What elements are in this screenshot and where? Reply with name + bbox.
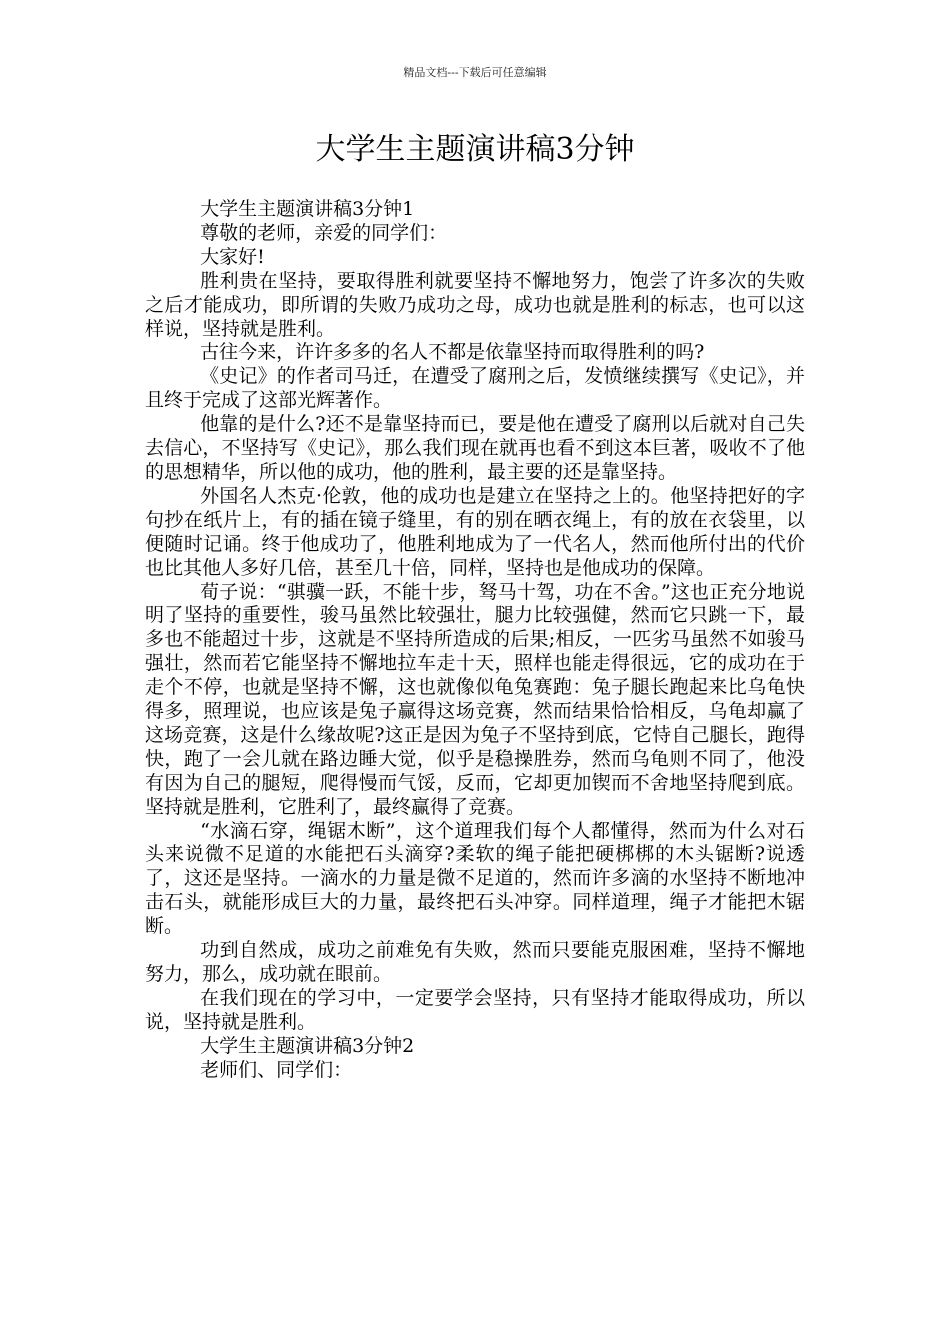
paragraph: 古往今来，许许多多的名人不都是依靠坚持而取得胜利的吗? [200, 341, 705, 364]
paragraph: 荀子说：“骐骥一跃，不能十步，驽马十驾，功在不舍。”这也正充分地说明了坚持的重要性，骏马虽然比较强壮，腿力比较强健，然而它只跳一下，最多也不能超过十步，这就是不坚持所造成的后果;相反，一匹劣马虽然不如骏马强壮，然而若它能坚持不懈地拉车走十天，照样也能走得很远，它的成功在于走个不停，也就是坚持不懈，这也就像似龟兔赛跑：兔子腿长跑起来比乌龟快得多，照理说，也应该是兔子赢得这场竞赛，然而结果恰恰相反，乌龟却赢了这场竞赛，这是什么缘故呢?这正是因为兔子不坚持到底，它恃自己腿长，跑得快，跑了一会儿就在路边睡大觉，似乎是稳操胜券，然而乌龟则不同了，他没有因为自己的腿短，爬得慢而气馁，反而，它却更加锲而不舍地坚持爬到底。坚持就是胜利，它胜利了，最终赢得了竞赛。 [145, 580, 805, 818]
paragraph-hello: 大家好! [200, 245, 265, 268]
paragraph: 功到自然成，成功之前难免有失败，然而只要能克服困难，坚持不懈地努力，那么，成功就在眼前。 [145, 939, 805, 985]
paragraph-greeting-2: 老师们、同学们： [200, 1058, 353, 1081]
document-title: 大学生主题演讲稿3分钟 [315, 132, 635, 167]
paragraph: 胜利贵在坚持，要取得胜利就要坚持不懈地努力，饱尝了许多次的失败之后才能成功，即所谓的失败乃成功之母，成功也就是胜利的标志，也可以这样说，坚持就是胜利。 [145, 269, 805, 340]
paragraph-greeting: 尊敬的老师，亲爱的同学们： [200, 221, 448, 244]
paragraph: 《史记》的作者司马迁，在遭受了腐刑之后，发愤继续撰写《史记》，并且终于完成了这部光辉著作。 [145, 365, 805, 412]
paragraph: 在我们现在的学习中，一定要学会坚持，只有坚持才能取得成功，所以说，坚持就是胜利。 [145, 986, 805, 1033]
page-header-note: 精品文档---下载后可任意编辑 [403, 66, 547, 79]
paragraph: 他靠的是什么?还不是靠坚持而已，要是他在遭受了腐刑以后就对自己失去信心，不坚持写《史记》，那么我们现在就再也看不到这本巨著，吸收不了他的思想精华，所以他的成功，他的胜利，最主要的还是靠坚持。 [145, 413, 805, 483]
paragraph: 外国名人杰克·伦敦，他的成功也是建立在坚持之上的。他坚持把好的字句抄在纸片上，有的插在镜子缝里，有的别在晒衣绳上，有的放在衣袋里，以便随时记诵。终于他成功了，他胜利地成为了一代名人，然而他所付出的代价也比其他人多好几倍，甚至几十倍，同样，坚持也是他成功的保障。 [145, 484, 805, 579]
document-body [145, 198, 805, 1083]
paragraph: “水滴石穿，绳锯木断”，这个道理我们每个人都懂得，然而为什么对石头来说微不足道的水能把石头滴穿?柔软的绳子能把硬梆梆的木头锯断?说透了，这还是坚持。一滴水的力量是微不足道的，然而许多滴的水坚持不断地冲击石头，就能形成巨大的力量，最终把石头冲穿。同样道理，绳子才能把木锯断。 [145, 819, 805, 938]
paragraph-subtitle-2: 大学生主题演讲稿3分钟2 [200, 1034, 415, 1057]
paragraph-subtitle-1: 大学生主题演讲稿3分钟1 [200, 198, 415, 220]
